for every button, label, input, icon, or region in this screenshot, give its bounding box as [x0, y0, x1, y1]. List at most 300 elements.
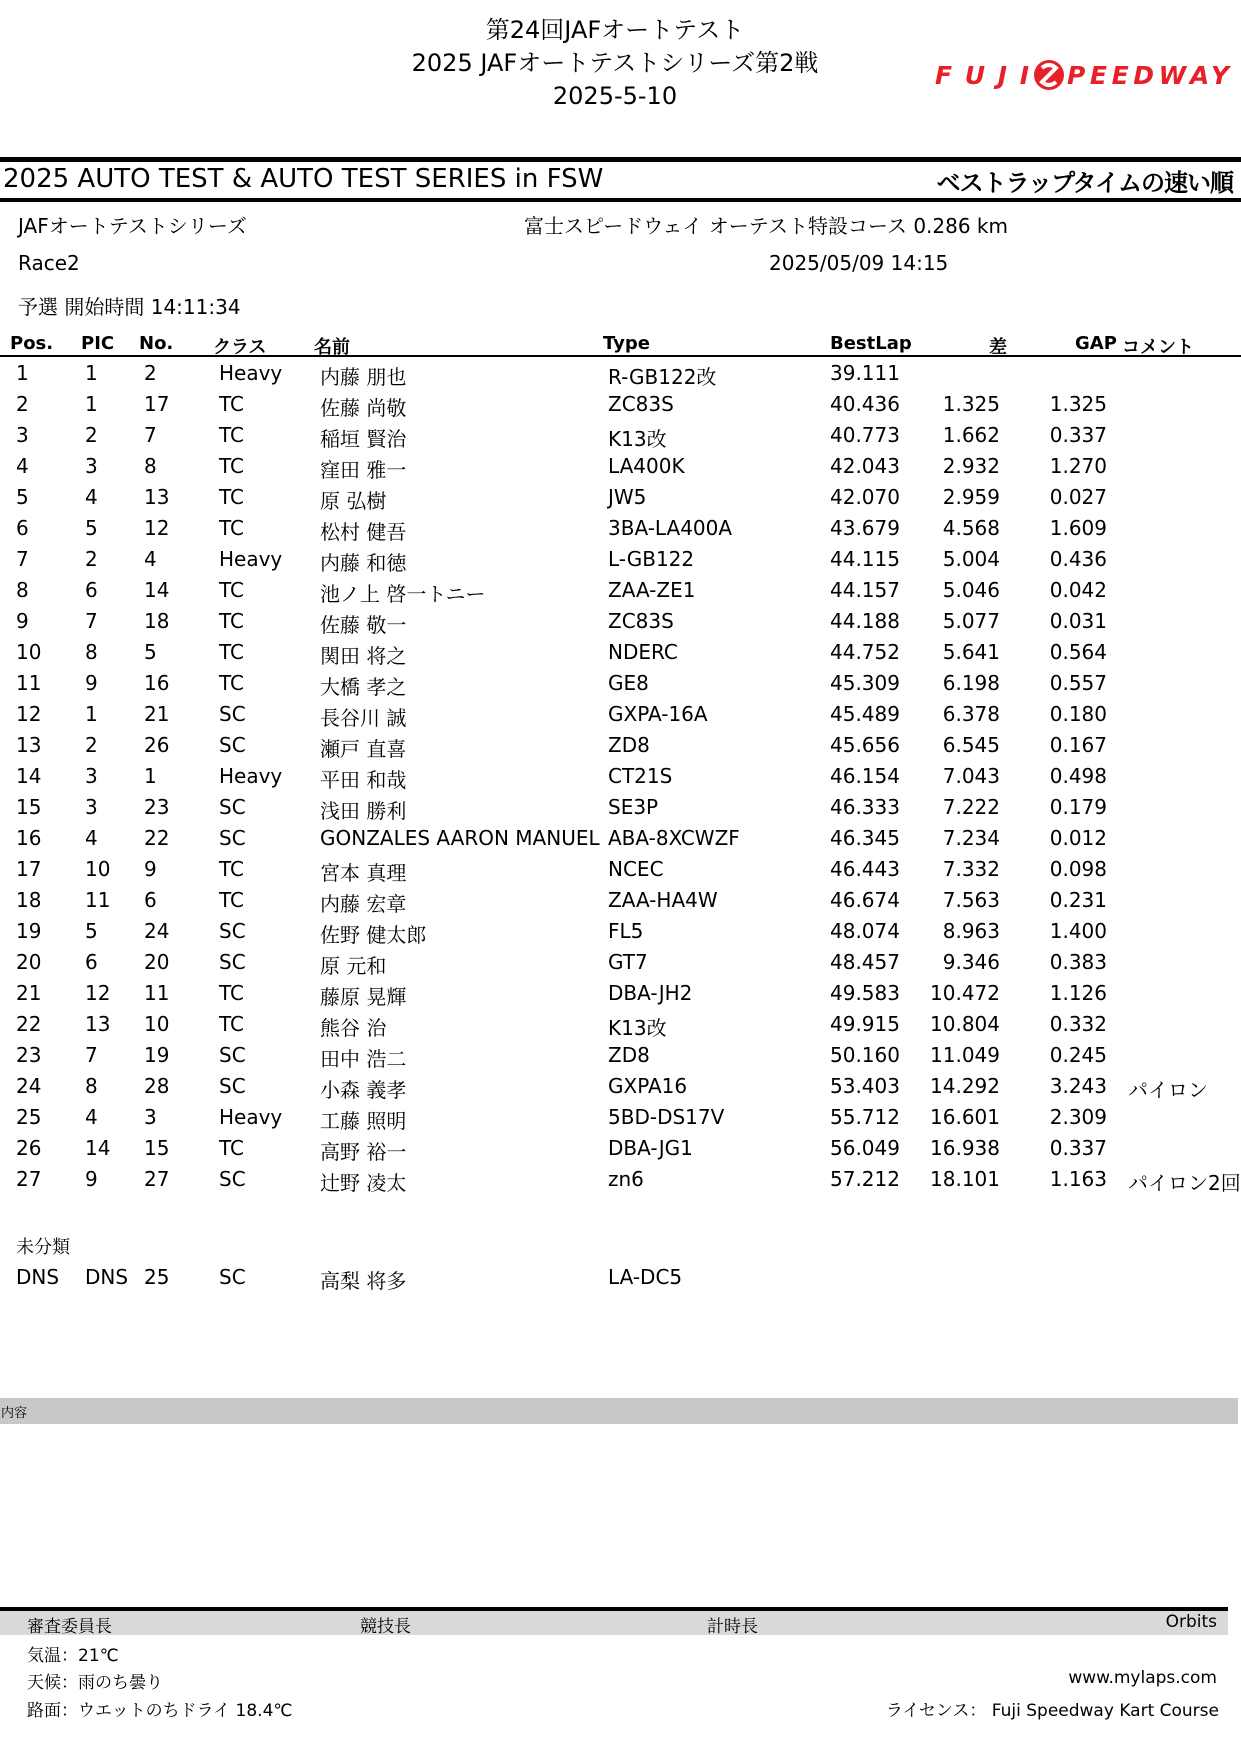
cell-no: 12: [144, 516, 170, 540]
cell-pos: 7: [16, 547, 29, 571]
cell-gap: 0.180: [1049, 702, 1107, 726]
table-row: [0, 1012, 1241, 1043]
table-row: [0, 485, 1241, 516]
cell-class: TC: [219, 392, 245, 416]
cell-name: 辻野 凌太: [320, 1171, 407, 1195]
series-heading: 2025 AUTO TEST & AUTO TEST SERIES in FSW: [3, 164, 604, 194]
cell-class: TC: [219, 609, 245, 633]
cell-diff: 7.043: [942, 764, 1000, 788]
cell-class: SC: [219, 1043, 246, 1067]
course-info: 富士スピードウェイ オーテスト特設コース 0.286 km: [524, 214, 1008, 238]
cell-pic: 1: [85, 392, 98, 416]
table-row: [0, 1105, 1241, 1136]
cell-class: TC: [219, 981, 245, 1005]
cell-gap: 0.179: [1049, 795, 1107, 819]
cell-type: SE3P: [608, 795, 659, 819]
cell-type: ZD8: [608, 733, 650, 757]
cell-pos: 22: [16, 1012, 42, 1036]
cell-pic: 5: [85, 516, 98, 540]
table-row: [0, 1167, 1241, 1198]
signature-bar: [0, 1611, 1228, 1635]
cell-type: LA-DC5: [608, 1265, 683, 1289]
col-type: Type: [603, 333, 650, 354]
cell-class: TC: [219, 423, 245, 447]
cell-pos: 14: [16, 764, 42, 788]
cell-diff: 1.325: [942, 392, 1000, 416]
cell-bestlap: 53.403: [830, 1074, 900, 1098]
cell-pic: 3: [85, 764, 98, 788]
cell-name: 田中 浩二: [320, 1047, 407, 1071]
cell-comment: パイロン2回: [1128, 1171, 1241, 1195]
cell-pos: 17: [16, 857, 42, 881]
cell-bestlap: 55.712: [830, 1105, 900, 1129]
cell-class: Heavy: [219, 361, 283, 385]
cell-diff: 5.046: [942, 578, 1000, 602]
cell-pic: 1: [85, 702, 98, 726]
license-info: ライセンス： Fuji Speedway Kart Course: [885, 1701, 1219, 1721]
cell-gap: 0.564: [1049, 640, 1107, 664]
table-row: [0, 609, 1241, 640]
cell-type: GXPA-16A: [608, 702, 708, 726]
cell-bestlap: 46.345: [830, 826, 900, 850]
cell-pic: 4: [85, 826, 98, 850]
cell-gap: 1.270: [1049, 454, 1107, 478]
cell-type: ZC83S: [608, 609, 674, 633]
cell-type: JW5: [608, 485, 647, 509]
cell-no: 24: [144, 919, 170, 943]
cell-bestlap: 44.752: [830, 640, 900, 664]
cell-pos: 18: [16, 888, 42, 912]
cell-pic: 1: [85, 361, 98, 385]
cell-diff: 18.101: [930, 1167, 1000, 1191]
cell-diff: 2.932: [942, 454, 1000, 478]
chief-steward-label: 審査委員長: [27, 1617, 112, 1637]
cell-gap: 0.383: [1049, 950, 1107, 974]
cell-pos: 10: [16, 640, 42, 664]
cell-no: 18: [144, 609, 170, 633]
cell-bestlap: 57.212: [830, 1167, 900, 1191]
cell-bestlap: 45.309: [830, 671, 900, 695]
weather-info: 天候：雨のち曇り: [27, 1673, 163, 1693]
cell-no: 3: [144, 1105, 157, 1129]
cell-bestlap: 44.157: [830, 578, 900, 602]
cell-name: 佐藤 尚敬: [320, 396, 407, 420]
cell-name: 関田 将之: [320, 644, 407, 668]
col-pic: PIC: [81, 333, 115, 354]
cell-name: 稲垣 賢治: [320, 427, 407, 451]
cell-gap: 0.031: [1049, 609, 1107, 633]
cell-pic: 2: [85, 733, 98, 757]
cell-diff: 6.378: [942, 702, 1000, 726]
table-row: [0, 981, 1241, 1012]
cell-pic: 6: [85, 950, 98, 974]
table-row: [0, 392, 1241, 423]
website-link[interactable]: www.mylaps.com: [1068, 1668, 1217, 1688]
orbits-brand: Orbits: [1165, 1612, 1217, 1632]
svg-text:FUJI: FUJI: [935, 61, 1029, 90]
cell-pos: DNS: [16, 1265, 60, 1289]
cell-no: 26: [144, 733, 170, 757]
col-bestlap: BestLap: [830, 333, 912, 354]
cell-bestlap: 46.674: [830, 888, 900, 912]
table-row: [0, 423, 1241, 454]
cell-class: TC: [219, 454, 245, 478]
table-row: [0, 1136, 1241, 1167]
cell-diff: 7.563: [942, 888, 1000, 912]
cell-type: K13改: [608, 1016, 667, 1040]
content-label: 内容: [1, 1406, 28, 1421]
cell-pos: 2: [16, 392, 29, 416]
cell-type: ZC83S: [608, 392, 674, 416]
cell-gap: 1.325: [1049, 392, 1107, 416]
cell-class: Heavy: [219, 547, 283, 571]
cell-gap: 0.027: [1049, 485, 1107, 509]
cell-pic: DNS: [85, 1265, 129, 1289]
cell-name: 内藤 朋也: [320, 365, 407, 389]
cell-gap: 1.126: [1049, 981, 1107, 1005]
series-name: JAFオートテストシリーズ: [18, 214, 247, 238]
cell-bestlap: 40.436: [830, 392, 900, 416]
cell-bestlap: 46.154: [830, 764, 900, 788]
cell-gap: 0.042: [1049, 578, 1107, 602]
cell-bestlap: 44.188: [830, 609, 900, 633]
cell-diff: 6.198: [942, 671, 1000, 695]
cell-bestlap: 40.773: [830, 423, 900, 447]
cell-name: 松村 健吾: [320, 520, 407, 544]
cell-pic: 10: [85, 857, 111, 881]
table-row: [0, 950, 1241, 981]
cell-pos: 20: [16, 950, 42, 974]
cell-name: 原 元和: [320, 954, 387, 978]
cell-no: 8: [144, 454, 157, 478]
cell-name: 藤原 晃輝: [320, 985, 407, 1009]
cell-pic: 13: [85, 1012, 111, 1036]
event-date: 2025-5-10: [552, 82, 678, 110]
fuji-speedway-logo: [935, 56, 1231, 94]
cell-diff: 8.963: [942, 919, 1000, 943]
cell-pic: 14: [85, 1136, 111, 1160]
cell-no: 17: [144, 392, 170, 416]
cell-name: 小森 義孝: [320, 1078, 407, 1102]
cell-diff: 10.804: [930, 1012, 1000, 1036]
cell-gap: 0.337: [1049, 423, 1107, 447]
cell-gap: 1.609: [1049, 516, 1107, 540]
cell-pos: 1: [16, 361, 29, 385]
track-surface-info: 路面：ウエットのちドライ 18.4℃: [27, 1701, 293, 1721]
table-row: [0, 361, 1241, 392]
cell-class: SC: [219, 733, 246, 757]
cell-no: 14: [144, 578, 170, 602]
cell-diff: 4.568: [942, 516, 1000, 540]
cell-type: GT7: [608, 950, 648, 974]
clerk-of-course-label: 競技長: [360, 1617, 411, 1637]
table-row: [0, 454, 1241, 485]
col-pos: Pos.: [10, 333, 54, 354]
cell-class: SC: [219, 826, 246, 850]
cell-pic: 2: [85, 547, 98, 571]
cell-diff: 9.346: [942, 950, 1000, 974]
cell-name: 高梨 将多: [320, 1269, 407, 1293]
table-row: [0, 888, 1241, 919]
cell-pic: 7: [85, 609, 98, 633]
cell-pos: 8: [16, 578, 29, 602]
cell-type: zn6: [608, 1167, 644, 1191]
cell-name: 高野 裕一: [320, 1140, 407, 1164]
table-row: [0, 764, 1241, 795]
cell-gap: 0.098: [1049, 857, 1107, 881]
cell-no: 20: [144, 950, 170, 974]
cell-bestlap: 39.111: [830, 361, 900, 385]
cell-diff: 1.662: [942, 423, 1000, 447]
cell-diff: 6.545: [942, 733, 1000, 757]
cell-pos: 15: [16, 795, 42, 819]
cell-pos: 4: [16, 454, 29, 478]
svg-text:PEEDWAY: PEEDWAY: [1067, 61, 1229, 90]
cell-pic: 5: [85, 919, 98, 943]
cell-diff: 16.938: [930, 1136, 1000, 1160]
col-class: クラス: [213, 337, 267, 358]
cell-pic: 3: [85, 795, 98, 819]
cell-class: Heavy: [219, 764, 283, 788]
cell-pos: 19: [16, 919, 42, 943]
cell-no: 1: [144, 764, 157, 788]
cell-diff: 7.332: [942, 857, 1000, 881]
cell-diff: 14.292: [930, 1074, 1000, 1098]
cell-name: 宮本 真理: [320, 861, 407, 885]
cell-type: ZAA-HA4W: [608, 888, 718, 912]
cell-pos: 25: [16, 1105, 42, 1129]
col-diff: 差: [989, 337, 1007, 358]
cell-name: 工藤 照明: [320, 1109, 407, 1133]
cell-diff: 7.234: [942, 826, 1000, 850]
cell-type: NCEC: [608, 857, 664, 881]
content-bar: [0, 1398, 1238, 1424]
table-row: [0, 1043, 1241, 1074]
cell-class: SC: [219, 1074, 246, 1098]
table-row: [0, 733, 1241, 764]
table-row: [0, 640, 1241, 671]
cell-pic: 6: [85, 578, 98, 602]
cell-bestlap: 42.043: [830, 454, 900, 478]
table-row: [0, 702, 1241, 733]
cell-class: TC: [219, 888, 245, 912]
cell-name: 浅田 勝利: [320, 799, 407, 823]
cell-pos: 6: [16, 516, 29, 540]
cell-type: FL5: [608, 919, 644, 943]
cell-gap: 2.309: [1049, 1105, 1107, 1129]
col-gap: GAP: [1075, 333, 1117, 354]
cell-gap: 0.167: [1049, 733, 1107, 757]
table-row: [0, 795, 1241, 826]
cell-diff: 2.959: [942, 485, 1000, 509]
cell-type: 3BA-LA400A: [608, 516, 733, 540]
cell-class: TC: [219, 516, 245, 540]
cell-class: SC: [219, 795, 246, 819]
event-title-line-2: 2025 JAFオートテストシリーズ第2戦: [411, 49, 819, 77]
cell-gap: 0.012: [1049, 826, 1107, 850]
cell-pos: 21: [16, 981, 42, 1005]
cell-gap: 0.557: [1049, 671, 1107, 695]
cell-class: TC: [219, 1012, 245, 1036]
unclassified-label: 未分類: [16, 1237, 70, 1258]
cell-gap: 3.243: [1049, 1074, 1107, 1098]
cell-bestlap: 42.070: [830, 485, 900, 509]
cell-gap: 0.436: [1049, 547, 1107, 571]
cell-no: 21: [144, 702, 170, 726]
cell-bestlap: 43.679: [830, 516, 900, 540]
cell-class: TC: [219, 857, 245, 881]
cell-no: 7: [144, 423, 157, 447]
cell-diff: 5.077: [942, 609, 1000, 633]
header-rule: [0, 157, 1241, 162]
cell-name: 平田 和哉: [320, 768, 407, 792]
cell-type: R-GB122改: [608, 365, 717, 389]
cell-pos: 24: [16, 1074, 42, 1098]
cell-gap: 1.400: [1049, 919, 1107, 943]
cell-pos: 27: [16, 1167, 42, 1191]
cell-pos: 5: [16, 485, 29, 509]
cell-name: 内藤 和徳: [320, 551, 407, 575]
cell-name: 長谷川 誠: [320, 706, 407, 730]
event-title-line-1: 第24回JAFオートテスト: [485, 16, 745, 44]
cell-name: 佐藤 敬一: [320, 613, 407, 637]
cell-class: SC: [219, 702, 246, 726]
cell-bestlap: 45.656: [830, 733, 900, 757]
cell-name: 原 弘樹: [320, 489, 387, 513]
temperature-info: 気温：21℃: [27, 1646, 119, 1666]
cell-name: 瀬戸 直喜: [320, 737, 407, 761]
cell-no: 5: [144, 640, 157, 664]
cell-gap: 0.332: [1049, 1012, 1107, 1036]
cell-bestlap: 46.443: [830, 857, 900, 881]
cell-bestlap: 44.115: [830, 547, 900, 571]
cell-pic: 7: [85, 1043, 98, 1067]
cell-type: DBA-JG1: [608, 1136, 693, 1160]
cell-no: 28: [144, 1074, 170, 1098]
cell-bestlap: 50.160: [830, 1043, 900, 1067]
col-comment: コメント: [1122, 337, 1194, 358]
cell-pic: 8: [85, 640, 98, 664]
cell-type: DBA-JH2: [608, 981, 693, 1005]
cell-name: GONZALES AARON MANUEL: [320, 826, 600, 850]
race-datetime: 2025/05/09 14:15: [769, 251, 949, 275]
cell-bestlap: 49.915: [830, 1012, 900, 1036]
cell-pic: 2: [85, 423, 98, 447]
cell-class: Heavy: [219, 1105, 283, 1129]
cell-no: 19: [144, 1043, 170, 1067]
cell-type: ABA-8XCWZF: [608, 826, 740, 850]
cell-no: 22: [144, 826, 170, 850]
cell-no: 16: [144, 671, 170, 695]
cell-type: ZAA-ZE1: [608, 578, 696, 602]
cell-name: 佐野 健太郎: [320, 923, 427, 947]
race-name: Race2: [18, 251, 80, 275]
cell-class: TC: [219, 1136, 245, 1160]
cell-name: 窪田 雅一: [320, 458, 407, 482]
event-title: [380, 14, 850, 113]
cell-gap: 1.163: [1049, 1167, 1107, 1191]
cell-class: TC: [219, 578, 245, 602]
cell-no: 27: [144, 1167, 170, 1191]
cell-pos: 3: [16, 423, 29, 447]
cell-pic: 4: [85, 1105, 98, 1129]
cell-pos: 13: [16, 733, 42, 757]
cell-gap: 0.231: [1049, 888, 1107, 912]
cell-pic: 12: [85, 981, 111, 1005]
cell-type: GXPA16: [608, 1074, 688, 1098]
cell-bestlap: 48.074: [830, 919, 900, 943]
cell-type: ZD8: [608, 1043, 650, 1067]
cell-bestlap: 46.333: [830, 795, 900, 819]
cell-gap: 0.498: [1049, 764, 1107, 788]
cell-type: 5BD-DS17V: [608, 1105, 725, 1129]
cell-no: 9: [144, 857, 157, 881]
results-table-header: [0, 333, 1241, 357]
cell-no: 6: [144, 888, 157, 912]
col-no: No.: [139, 333, 174, 354]
table-row: [0, 578, 1241, 609]
cell-no: 2: [144, 361, 157, 385]
table-row: [0, 826, 1241, 857]
cell-class: SC: [219, 950, 246, 974]
timekeeper-label: 計時長: [707, 1617, 758, 1637]
cell-type: LA400K: [608, 454, 685, 478]
cell-no: 23: [144, 795, 170, 819]
cell-type: CT21S: [608, 764, 673, 788]
cell-name: 熊谷 治: [320, 1016, 387, 1040]
cell-gap: 0.245: [1049, 1043, 1107, 1067]
cell-class: SC: [219, 1167, 246, 1191]
table-row: [0, 516, 1241, 547]
table-row: [0, 919, 1241, 950]
table-row: [0, 1265, 1241, 1296]
qualifying-start: 予選 開始時間 14:11:34: [18, 295, 241, 319]
cell-gap: 0.337: [1049, 1136, 1107, 1160]
cell-bestlap: 49.583: [830, 981, 900, 1005]
cell-diff: 16.601: [930, 1105, 1000, 1129]
cell-class: TC: [219, 485, 245, 509]
cell-diff: 10.472: [930, 981, 1000, 1005]
sort-order-label: ベストラップタイムの速い順: [936, 169, 1233, 197]
cell-diff: 5.004: [942, 547, 1000, 571]
table-row: [0, 1074, 1241, 1105]
cell-bestlap: 56.049: [830, 1136, 900, 1160]
cell-type: K13改: [608, 427, 667, 451]
cell-pos: 9: [16, 609, 29, 633]
cell-diff: 11.049: [930, 1043, 1000, 1067]
cell-class: SC: [219, 919, 246, 943]
cell-diff: 5.641: [942, 640, 1000, 664]
cell-pos: 11: [16, 671, 42, 695]
cell-class: TC: [219, 671, 245, 695]
cell-pic: 9: [85, 1167, 98, 1191]
cell-type: GE8: [608, 671, 649, 695]
cell-no: 11: [144, 981, 170, 1005]
cell-pic: 3: [85, 454, 98, 478]
cell-pic: 4: [85, 485, 98, 509]
cell-bestlap: 48.457: [830, 950, 900, 974]
cell-no: 10: [144, 1012, 170, 1036]
cell-class: SC: [219, 1265, 246, 1289]
cell-comment: パイロン: [1128, 1078, 1208, 1102]
table-row: [0, 857, 1241, 888]
cell-pos: 12: [16, 702, 42, 726]
cell-no: 25: [144, 1265, 170, 1289]
cell-no: 4: [144, 547, 157, 571]
cell-pic: 8: [85, 1074, 98, 1098]
cell-name: 池ノ上 啓一トニー: [320, 582, 486, 606]
cell-class: TC: [219, 640, 245, 664]
